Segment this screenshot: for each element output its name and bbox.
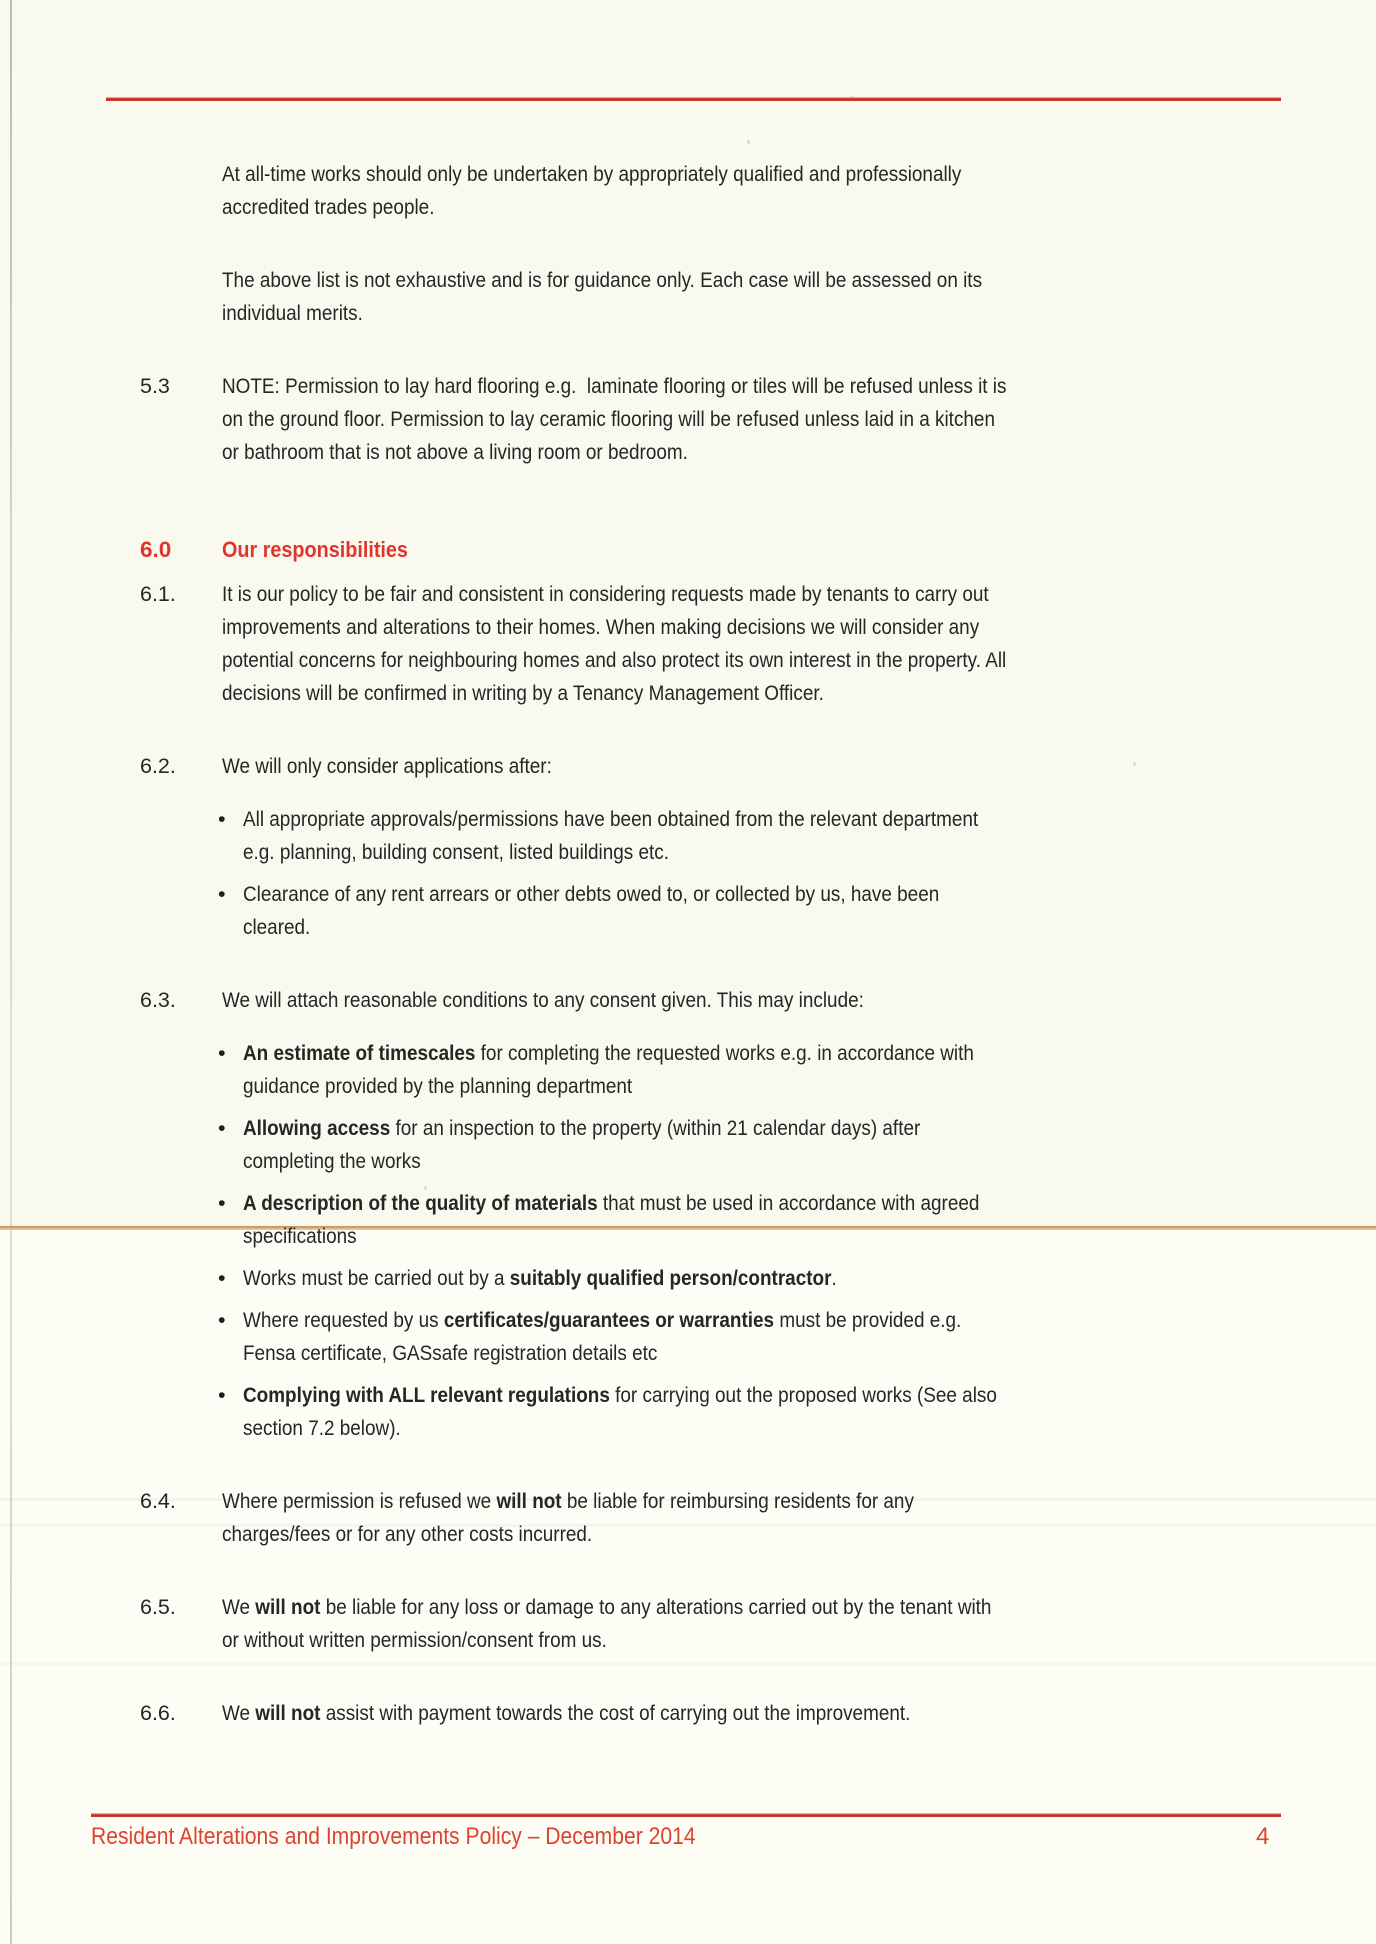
bullet-text xyxy=(243,1187,1000,1253)
bold-text-run: will not xyxy=(496,1489,562,1513)
section-item xyxy=(140,984,1376,1017)
bold-text-run: A description of the quality of materials xyxy=(243,1191,598,1215)
section-number: 6.3. xyxy=(140,988,176,1012)
bullet-text xyxy=(243,1262,1000,1295)
section-heading xyxy=(140,533,1376,566)
section-text xyxy=(222,578,1010,710)
top-rule xyxy=(106,97,1281,101)
bold-text-run: will not xyxy=(255,1701,321,1725)
section-number xyxy=(140,158,222,224)
dust-speck xyxy=(747,140,750,144)
bold-text-run: Allowing access xyxy=(243,1116,391,1140)
section-number: 6.1. xyxy=(140,582,176,606)
section-item xyxy=(140,370,1376,469)
section-number: 6.4. xyxy=(140,1489,176,1513)
section-text xyxy=(222,370,1010,469)
list-item xyxy=(218,1262,1376,1295)
list-item xyxy=(218,1112,1376,1178)
section-text xyxy=(222,1697,1010,1730)
bullet-marker: • xyxy=(218,1266,226,1290)
text-run: Works must be carried out by a xyxy=(243,1266,510,1290)
bold-text-run: An estimate of timescales xyxy=(243,1041,476,1065)
bullet-marker: • xyxy=(218,882,226,906)
text-run: Where requested by us xyxy=(243,1308,444,1332)
text-run: be liable for reimbursing residents for any charges/fees or for any other costs incurred. xyxy=(222,1489,920,1546)
section-number xyxy=(140,264,222,330)
bullet-marker: • xyxy=(218,1041,226,1065)
section-text xyxy=(222,984,1010,1017)
bullet-marker: • xyxy=(218,1308,226,1332)
section-item xyxy=(140,1697,1376,1730)
section-text xyxy=(222,750,1010,783)
list-item xyxy=(218,1037,1376,1103)
text-run: for completing the requested works e.g. in accordance with guidance provided by the planning department xyxy=(243,1041,980,1098)
section-item xyxy=(140,578,1376,710)
text-run: that must be used in accordance with agreed specifications xyxy=(243,1191,985,1248)
list-item xyxy=(218,1379,1376,1445)
section-number: 6.6. xyxy=(140,1701,176,1725)
bold-text-run: will not xyxy=(255,1595,321,1619)
bold-text-run: Complying with ALL relevant regulations xyxy=(243,1383,610,1407)
section-item xyxy=(140,1591,1376,1657)
section-text xyxy=(222,533,1010,566)
text-run: It is our policy to be fair and consistent in considering requests made by tenants to carry out improvements and alterations to their homes. When making decisions we will consider any potential concerns for neighbouring homes and also protect its own interest in the property. All decisions will be confirmed in writing by a Tenancy Management Officer. xyxy=(222,582,1012,705)
bold-text-run: suitably qualified person/contractor xyxy=(509,1266,832,1290)
list-item xyxy=(218,1187,1376,1253)
text-run: NOTE: Permission to lay hard flooring e.g. laminate flooring or tiles will be refused unless it is on the ground floor. Permission to lay ceramic flooring will be refused unless laid in a kitchen or bathroom that is not above a living room or bedroom. xyxy=(222,374,1012,464)
text-run: At all-time works should only be undertaken by appropriately qualified and professionally accredited trades people. xyxy=(222,162,967,219)
text-run: assist with payment towards the cost of carrying out the improvement. xyxy=(320,1701,911,1725)
paragraph xyxy=(140,264,1376,330)
section-text xyxy=(222,1485,1010,1551)
text-run: . xyxy=(831,1266,837,1290)
text-run: All appropriate approvals/permissions have been obtained from the relevant department e.g. planning, building consent, listed buildings etc. xyxy=(243,807,984,864)
text-run: The above list is not exhaustive and is for guidance only. Each case will be assessed on its individual merits. xyxy=(222,268,988,325)
text-run: We will attach reasonable conditions to any consent given. This may include: xyxy=(222,988,864,1012)
footer-title: Resident Alterations and Improvements Policy – December 2014 xyxy=(91,1823,696,1850)
bullet-marker: • xyxy=(218,1191,226,1215)
text-run: Our responsibilities xyxy=(222,537,408,562)
list-item xyxy=(218,878,1376,944)
bullet-marker: • xyxy=(218,807,226,831)
bullet-list xyxy=(218,803,1376,944)
section-item xyxy=(140,1485,1376,1551)
text-run: for an inspection to the property (within 21 calendar days) after completing the works xyxy=(243,1116,926,1173)
section-text xyxy=(222,158,1010,224)
bullet-text xyxy=(243,878,1000,944)
list-item xyxy=(218,1304,1376,1370)
text-run: be liable for any loss or damage to any alterations carried out by the tenant with or without written permission/consent from us. xyxy=(222,1595,997,1652)
text-run: We xyxy=(222,1701,256,1725)
bullet-text xyxy=(243,1037,1000,1103)
list-item xyxy=(218,803,1376,869)
document-body xyxy=(0,158,1376,1730)
section-item xyxy=(140,750,1376,783)
bullet-text xyxy=(243,1379,1003,1445)
section-text xyxy=(222,1591,1010,1657)
bullet-text xyxy=(243,1304,1000,1370)
text-run: Clearance of any rent arrears or other debts owed to, or collected by us, have been cleared. xyxy=(243,882,945,939)
bullet-text xyxy=(243,803,1000,869)
section-number: 5.3 xyxy=(140,374,170,398)
dust-speck xyxy=(851,96,854,99)
section-number: 6.5. xyxy=(140,1595,176,1619)
bullet-text xyxy=(243,1112,1000,1178)
text-run: We xyxy=(222,1595,256,1619)
bold-text-run: certificates/guarantees or warranties xyxy=(443,1308,775,1332)
paragraph xyxy=(140,158,1376,224)
page-number: 4 xyxy=(1256,1823,1270,1850)
text-run: must be provided e.g. Fensa certificate, GASsafe registration details etc xyxy=(243,1308,967,1365)
section-text xyxy=(222,264,1010,330)
section-number: 6.0 xyxy=(140,537,172,562)
section-number: 6.2. xyxy=(140,754,176,778)
footer-rule xyxy=(91,1813,1281,1817)
bullet-marker: • xyxy=(218,1116,226,1140)
text-run: for carrying out the proposed works (See also section 7.2 below). xyxy=(243,1383,1003,1440)
text-run: Where permission is refused we xyxy=(222,1489,497,1513)
text-run: We will only consider applications after: xyxy=(222,754,552,778)
bullet-marker: • xyxy=(218,1383,226,1407)
bullet-list xyxy=(218,1037,1376,1445)
